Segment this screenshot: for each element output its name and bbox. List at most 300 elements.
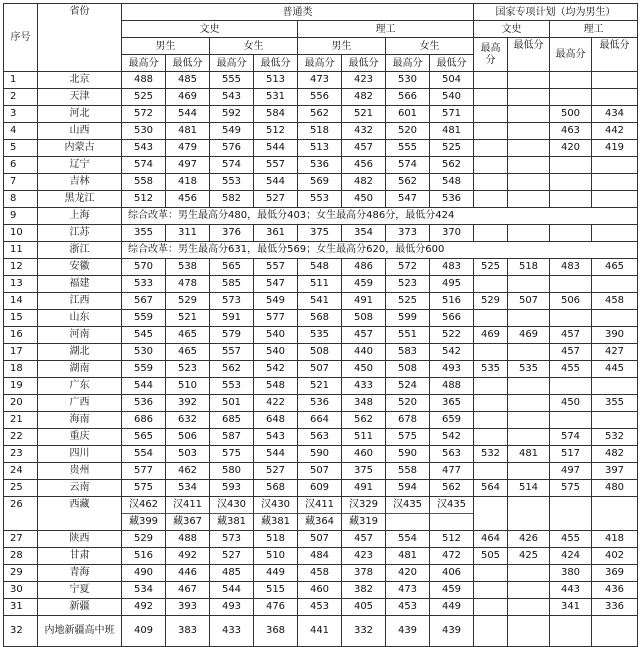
cell-wm-min: 503 [166,446,210,463]
cell-sl-min [592,497,638,531]
cell-sl-max [550,72,592,89]
cell-sw-min: 469 [508,327,550,344]
cell-sw-max [474,72,508,89]
cell-sw-max [474,463,508,480]
header-province: 省份 [38,4,122,72]
cell-wf-min: 513 [254,72,298,89]
cell-sw-min [508,378,550,395]
cell-sl-min: 427 [592,344,638,361]
cell-sw-max [474,378,508,395]
cell-province: 陕西 [38,531,122,548]
cell-sw-max [474,412,508,429]
cell-sw-max [474,157,508,174]
cell-sw-min [508,225,550,242]
table-row [4,616,638,647]
cell-lm-min: 482 [342,89,386,106]
cell-lf-max: 594 [386,480,430,497]
cell-wm-max: 488 [122,72,166,89]
cell-province: 天津 [38,89,122,106]
cell-wf-max: 485 [210,565,254,582]
cell-no: 4 [4,123,38,140]
cell-lm-min: 491 [342,293,386,310]
cell-sw-max [474,225,508,242]
cell-wm-min: 456 [166,191,210,208]
cell-sl-min: 390 [592,327,638,344]
cell-wf-min: 527 [254,191,298,208]
cell-lm-min: 378 [342,565,386,582]
table-row [4,259,638,276]
cell-sl-max [550,191,592,208]
table-row [4,327,638,344]
cell-wf-max: 544 [210,582,254,599]
header-wf-min: 最低分 [254,55,298,72]
cell-sl-max [550,89,592,106]
cell-wf-min: 422 [254,395,298,412]
table-row [4,89,638,106]
cell-sl-min [592,191,638,208]
cell-wf-min: 544 [254,446,298,463]
cell-lf-max [386,497,430,531]
cell-lf-max: 523 [386,276,430,293]
table-row [4,72,638,89]
cell-province: 黑龙江 [38,191,122,208]
cell-wf-max: 573 [210,293,254,310]
cell-lm-min: 521 [342,106,386,123]
cell-lm-max: 458 [298,565,342,582]
cell-sl-min: 436 [592,582,638,599]
cell-no: 12 [4,259,38,276]
cell-no: 9 [4,208,38,225]
cell-sw-min [508,106,550,123]
cell-wm-min: 465 [166,344,210,361]
cell-wf-min: 527 [254,463,298,480]
cell-lf-max: 555 [386,140,430,157]
cell-lf-max: 601 [386,106,430,123]
cell-wm-max: 534 [122,582,166,599]
cell-lf-min: 659 [430,412,474,429]
cell-lm-min: 423 [342,548,386,565]
cell-sw-min [508,582,550,599]
cell-lm-min: 457 [342,327,386,344]
cell-wm-max: 577 [122,463,166,480]
cell-lf-min: 522 [430,327,474,344]
cell-lm-min: 450 [342,191,386,208]
cell-wf-max: 555 [210,72,254,89]
cell-province: 吉林 [38,174,122,191]
cell-han-value: 汉430 [260,499,291,510]
cell-no: 15 [4,310,38,327]
cell-tibetan-value [430,513,473,530]
cell-province: 广东 [38,378,122,395]
cell-wm-max: 575 [122,480,166,497]
cell-lf-min: 542 [430,429,474,446]
table-row [4,497,638,531]
cell-wf-min: 476 [254,599,298,616]
cell-sl-max: 420 [550,140,592,157]
table-row [4,276,638,293]
cell-no: 20 [4,395,38,412]
cell-sw-max: 564 [474,480,508,497]
cell-province: 湖北 [38,344,122,361]
cell-lf-min: 472 [430,548,474,565]
cell-no: 25 [4,480,38,497]
cell-lm-min: 508 [342,310,386,327]
cell-sw-min: 426 [508,531,550,548]
cell-sl-max: 497 [550,463,592,480]
cell-sw-max: 535 [474,361,508,378]
cell-wm-min: 538 [166,259,210,276]
cell-han-value: 汉411 [304,499,335,510]
cell-wm-max: 533 [122,276,166,293]
cell-wf-min: 510 [254,548,298,565]
cell-wf-min [254,497,298,531]
cell-wf-max: 557 [210,344,254,361]
cell-wf-max: 591 [210,310,254,327]
table-row [4,361,638,378]
cell-lf-max: 524 [386,378,430,395]
cell-wm-max: 512 [122,191,166,208]
cell-province: 内蒙古 [38,140,122,157]
cell-lf-min: 563 [430,446,474,463]
cell-lm-max: 521 [298,378,342,395]
cell-lm-max [298,497,342,531]
cell-wf-min: 568 [254,480,298,497]
cell-tibetan-value: 藏381 [210,513,253,530]
cell-lm-max: 484 [298,548,342,565]
cell-lf-max: 599 [386,310,430,327]
cell-sw-min: 481 [508,446,550,463]
header-ligong-female: 女生 [386,38,474,55]
cell-lm-min: 440 [342,344,386,361]
cell-province: 贵州 [38,463,122,480]
cell-sl-min [592,174,638,191]
cell-sl-min: 355 [592,395,638,412]
cell-lf-min: 536 [430,191,474,208]
cell-wf-min: 547 [254,276,298,293]
cell-lm-max: 473 [298,72,342,89]
cell-no: 17 [4,344,38,361]
cell-wm-min: 481 [166,123,210,140]
cell-lm-min: 482 [342,174,386,191]
cell-lf-max: 583 [386,344,430,361]
cell-province: 河北 [38,106,122,123]
cell-wf-max: 501 [210,395,254,412]
cell-wm-min: 485 [166,72,210,89]
cell-sl-min [592,310,638,327]
cell-lf-max: 508 [386,361,430,378]
cell-wm-min: 383 [166,616,210,647]
table-row [4,599,638,616]
cell-sw-max [474,191,508,208]
cell-no: 22 [4,429,38,446]
cell-wm-max: 565 [122,429,166,446]
cell-no: 31 [4,599,38,616]
cell-lm-min: 450 [342,361,386,378]
cell-lf-max: 530 [386,72,430,89]
cell-no: 24 [4,463,38,480]
cell-sw-min: 507 [508,293,550,310]
cell-no: 19 [4,378,38,395]
cell-han-value: 汉435 [392,499,423,510]
cell-lf-max: 551 [386,327,430,344]
cell-wm-max: 530 [122,344,166,361]
header-regular: 普通类 [122,4,474,21]
cell-sl-max: 500 [550,106,592,123]
cell-province: 四川 [38,446,122,463]
cell-lf-max: 572 [386,259,430,276]
cell-lm-max: 590 [298,446,342,463]
table-row [4,310,638,327]
cell-sw-max [474,429,508,446]
cell-sw-max [474,395,508,412]
header-regular-ligong: 理工 [298,21,474,38]
cell-wm-max: 492 [122,599,166,616]
cell-sl-max [550,174,592,191]
cell-sw-max [474,123,508,140]
cell-lm-min: 491 [342,480,386,497]
cell-lf-max: 590 [386,446,430,463]
cell-province: 河南 [38,327,122,344]
cell-lm-min: 348 [342,395,386,412]
cell-province: 宁夏 [38,582,122,599]
table-row [4,293,638,310]
cell-no: 11 [4,242,38,259]
cell-sl-max: 457 [550,344,592,361]
cell-lm-max: 541 [298,293,342,310]
cell-province: 山西 [38,123,122,140]
cell-no: 7 [4,174,38,191]
cell-lm-max: 556 [298,89,342,106]
cell-wf-max: 685 [210,412,254,429]
table-row [4,412,638,429]
cell-lm-min: 457 [342,140,386,157]
cell-sl-max [550,497,592,531]
cell-wm-min: 529 [166,293,210,310]
cell-lm-max: 563 [298,429,342,446]
cell-lm-min: 511 [342,429,386,446]
cell-province: 浙江 [38,242,122,259]
cell-lf-min: 516 [430,293,474,310]
cell-tibetan-value: 藏319 [342,513,385,530]
table-row [4,446,638,463]
cell-lf-max: 520 [386,123,430,140]
cell-sl-max: 341 [550,599,592,616]
cell-sw-min [508,72,550,89]
cell-province: 广西 [38,395,122,412]
table-row [4,395,638,412]
cell-wm-max: 530 [122,123,166,140]
cell-sl-max [550,225,592,242]
cell-lf-min: 525 [430,140,474,157]
cell-lf-min: 477 [430,463,474,480]
cell-sw-max: 532 [474,446,508,463]
cell-wm-min: 506 [166,429,210,446]
cell-province: 福建 [38,276,122,293]
cell-lf-min: 365 [430,395,474,412]
cell-wm-max: 543 [122,140,166,157]
cell-lf-max: 562 [386,174,430,191]
cell-lf-max: 678 [386,412,430,429]
cell-lm-min: 432 [342,123,386,140]
cell-lf-min: 566 [430,310,474,327]
cell-sl-min [592,412,638,429]
cell-wm-min: 393 [166,599,210,616]
cell-wf-max: 549 [210,123,254,140]
cell-lf-min: 512 [430,531,474,548]
cell-wm-max: 572 [122,106,166,123]
cell-sw-min [508,565,550,582]
cell-sl-min [592,276,638,293]
cell-sw-max [474,616,508,647]
header-special-wenshi-min: 最低分 [508,38,550,72]
score-table-container [3,3,637,647]
cell-wm-min: 311 [166,225,210,242]
cell-wm-min: 446 [166,565,210,582]
cell-lm-max: 536 [298,157,342,174]
cell-wm-max: 490 [122,565,166,582]
cell-sl-max [550,378,592,395]
cell-wm-max: 536 [122,395,166,412]
cell-lm-min [342,497,386,531]
cell-lm-min: 562 [342,412,386,429]
cell-lm-max: 664 [298,412,342,429]
cell-wf-min: 540 [254,344,298,361]
cell-sw-min [508,276,550,293]
cell-province: 云南 [38,480,122,497]
cell-sl-max: 455 [550,361,592,378]
cell-sl-max [550,157,592,174]
cell-wf-min: 549 [254,293,298,310]
cell-wf-max: 574 [210,157,254,174]
cell-lm-min: 459 [342,276,386,293]
cell-wf-min: 557 [254,157,298,174]
cell-merged-note: 综合改革：男生最高分631，最低分569；女生最高分620，最低分600 [122,242,638,259]
cell-sw-min [508,412,550,429]
table-row [4,480,638,497]
cell-lf-min: 370 [430,225,474,242]
cell-wm-max: 559 [122,310,166,327]
cell-wf-min: 584 [254,106,298,123]
table-row [4,531,638,548]
cell-province: 内地新疆高中班 [38,616,122,647]
cell-sw-min: 518 [508,259,550,276]
cell-lm-max: 441 [298,616,342,647]
cell-sw-max [474,599,508,616]
cell-lm-min: 332 [342,616,386,647]
cell-wm-min: 465 [166,327,210,344]
cell-lf-min: 481 [430,123,474,140]
cell-sw-min [508,157,550,174]
cell-lf-min: 548 [430,174,474,191]
cell-sw-min [508,174,550,191]
cell-lf-min: 406 [430,565,474,582]
cell-wm-min: 497 [166,157,210,174]
cell-sw-min [508,497,550,531]
cell-wf-max: 575 [210,446,254,463]
cell-sw-max [474,140,508,157]
cell-han-value: 汉329 [348,499,379,510]
cell-province: 北京 [38,72,122,89]
cell-province: 西藏 [38,497,122,531]
cell-lm-max: 511 [298,276,342,293]
cell-han-value: 汉462 [128,499,159,510]
cell-han-value: 汉411 [172,499,203,510]
cell-lm-max: 453 [298,599,342,616]
cell-wf-min: 449 [254,565,298,582]
cell-lm-min: 354 [342,225,386,242]
cell-sl-min: 480 [592,480,638,497]
cell-merged-note: 综合改革：男生最高分480，最低分403；女生最高分486分，最低分424 [122,208,638,225]
cell-no: 29 [4,565,38,582]
cell-no: 10 [4,225,38,242]
header-special-wenshi-max: 最高分 [474,38,508,72]
cell-lf-max: 574 [386,157,430,174]
cell-wf-max: 593 [210,480,254,497]
cell-sw-max [474,89,508,106]
cell-wf-max: 576 [210,140,254,157]
cell-sw-min [508,463,550,480]
cell-wm-min: 462 [166,463,210,480]
cell-han-value: 汉430 [216,499,247,510]
cell-sl-min: 336 [592,599,638,616]
cell-sw-min: 425 [508,548,550,565]
cell-wf-min: 648 [254,412,298,429]
cell-wm-min: 392 [166,395,210,412]
cell-wf-min: 368 [254,616,298,647]
cell-lf-max: 453 [386,599,430,616]
cell-lf-max: 481 [386,548,430,565]
cell-wf-min: 515 [254,582,298,599]
cell-wf-max: 587 [210,429,254,446]
cell-wm-max: 567 [122,293,166,310]
cell-sl-min: 434 [592,106,638,123]
cell-wf-max: 493 [210,599,254,616]
cell-sl-max: 506 [550,293,592,310]
cell-lm-max: 569 [298,174,342,191]
cell-no: 18 [4,361,38,378]
cell-lm-max: 507 [298,531,342,548]
cell-sw-min [508,191,550,208]
cell-lm-min: 460 [342,446,386,463]
table-row [4,208,638,225]
cell-sw-max: 505 [474,548,508,565]
table-row [4,463,638,480]
cell-wm-min: 492 [166,548,210,565]
cell-no: 21 [4,412,38,429]
cell-lm-max: 375 [298,225,342,242]
cell-province: 青海 [38,565,122,582]
cell-no: 23 [4,446,38,463]
cell-lf-min: 449 [430,599,474,616]
header-wenshi-male: 男生 [122,38,210,55]
cell-lf-max: 558 [386,463,430,480]
cell-sl-max: 575 [550,480,592,497]
cell-sl-max: 424 [550,548,592,565]
cell-lm-max: 562 [298,106,342,123]
cell-sw-max [474,310,508,327]
cell-sl-min: 532 [592,429,638,446]
table-row [4,191,638,208]
header-lm-max: 最高分 [298,55,342,72]
cell-lm-min: 456 [342,157,386,174]
table-row [4,429,638,446]
cell-no: 32 [4,616,38,647]
cell-lm-min: 382 [342,582,386,599]
cell-lf-min: 439 [430,616,474,647]
cell-sw-min [508,599,550,616]
table-row [4,174,638,191]
cell-wm-max: 529 [122,531,166,548]
